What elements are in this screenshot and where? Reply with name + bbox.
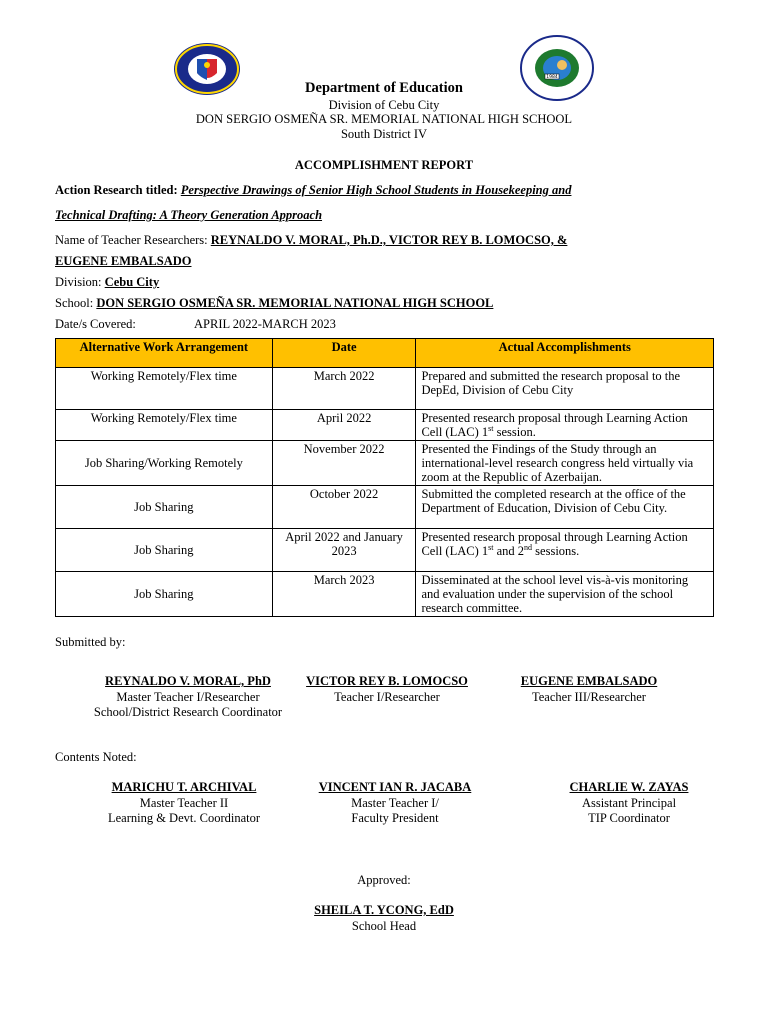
- signatory-role: Master Teacher I/Researcher: [116, 689, 260, 704]
- signatory-role-2: Faculty President: [351, 811, 439, 825]
- school-field: [55, 296, 493, 311]
- school-value: DON SERGIO OSMEÑA SR. MEMORIAL NATIONAL HIGH SCHOOL: [96, 296, 494, 310]
- accomplishment-cell: Presented research proposal through Learning Action Cell (LAC) 1st and 2nd sessions.: [416, 529, 714, 572]
- signatory-role: Teacher I/Researcher: [334, 689, 440, 704]
- accomplishment-cell: Disseminated at the school level vis-à-vis monitoring and evaluation under the supervision of the school research committee.: [416, 572, 714, 617]
- department-heading: Department of Education: [305, 80, 463, 96]
- arrangement-cell: Job Sharing: [56, 529, 273, 572]
- signatory-role-2: Learning & Devt. Coordinator: [107, 811, 261, 825]
- table-row: [56, 572, 714, 617]
- signatory-role-2: TIP Coordinator: [588, 811, 670, 825]
- researchers-names-2: EUGENE EMBALSADO: [55, 254, 192, 268]
- signatory-block: [295, 780, 495, 827]
- approver-name: SHEILA T. YCONG, EdD: [314, 903, 454, 917]
- accomplishment-cell: Submitted the completed research at the office of the Department of Education, Division of Cebu City.: [416, 486, 714, 529]
- research-title-part-2: Technical Drafting: A Theory Generation Approach: [55, 208, 323, 222]
- column-header: Date: [272, 339, 416, 368]
- date-cell: April 2022 and January 2023: [272, 529, 416, 572]
- division-field: [55, 275, 159, 290]
- researchers-names-1: REYNALDO V. MORAL, Ph.D., VICTOR REY B. LOMOCSO, &: [210, 233, 568, 247]
- column-header: Alternative Work Arrangement: [56, 339, 273, 368]
- signatory-role: Assistant Principal: [581, 795, 677, 810]
- signatory-block: [529, 780, 729, 827]
- signatory-block: [84, 780, 284, 827]
- researchers-label: Name of Teacher Researchers:: [55, 233, 208, 247]
- date-cell: March 2022: [272, 368, 416, 410]
- arrangement-cell: Job Sharing/Working Remotely: [56, 441, 273, 486]
- research-title-part-1: Perspective Drawings of Senior High School Students in Housekeeping and: [180, 183, 572, 197]
- report-title: ACCOMPLISHMENT REPORT: [294, 158, 474, 172]
- signatory-name: MARICHU T. ARCHIVAL: [111, 780, 257, 794]
- arrangement-cell: Working Remotely/Flex time: [56, 368, 273, 410]
- date-cell: November 2022: [272, 441, 416, 486]
- table-row: [56, 486, 714, 529]
- signatory-block: [499, 674, 679, 705]
- approver-block: [234, 903, 534, 934]
- column-header: Actual Accomplishments: [416, 339, 714, 368]
- research-title-line-2: [55, 208, 322, 223]
- signatory-block: [88, 674, 288, 721]
- signatory-name: REYNALDO V. MORAL, PhD: [105, 674, 271, 688]
- signatory-role: Master Teacher II: [139, 795, 229, 810]
- signatory-role-2: School/District Research Coordinator: [93, 705, 283, 719]
- accomplishment-cell: Presented research proposal through Learning Action Cell (LAC) 1st session.: [416, 410, 714, 441]
- research-title-line-1: [55, 183, 571, 198]
- approver-role: School Head: [351, 918, 417, 933]
- signatory-name: CHARLIE W. ZAYAS: [569, 780, 689, 794]
- district-line: South District IV: [340, 127, 428, 141]
- signatory-role: Teacher III/Researcher: [532, 689, 646, 704]
- school-line: DON SERGIO OSMEÑA SR. MEMORIAL NATIONAL HIGH SCHOOL: [195, 112, 573, 126]
- svg-text:1984: 1984: [546, 75, 558, 80]
- accomplishment-table: [55, 338, 714, 617]
- division-line: Division of Cebu City: [328, 98, 440, 112]
- approved-label: Approved:: [357, 873, 411, 887]
- table-header-row: [56, 339, 714, 368]
- researchers-line-1: [55, 233, 567, 248]
- table-row: [56, 368, 714, 410]
- accomplishment-cell: Presented the Findings of the Study through an international-level research congress held virtually via zoom at the Republic of Azerbaijan.: [416, 441, 714, 486]
- research-label: Action Research titled:: [55, 183, 178, 197]
- signatory-name: EUGENE EMBALSADO: [520, 674, 658, 688]
- arrangement-cell: Working Remotely/Flex time: [56, 410, 273, 441]
- signatory-name: VICTOR REY B. LOMOCSO: [306, 674, 468, 688]
- arrangement-cell: Job Sharing: [56, 486, 273, 529]
- submitted-label: Submitted by:: [55, 635, 126, 649]
- date-cell: April 2022: [272, 410, 416, 441]
- signatory-block: [293, 674, 481, 705]
- date-cell: March 2023: [272, 572, 416, 617]
- noted-label: Contents Noted:: [55, 750, 137, 764]
- arrangement-cell: Job Sharing: [56, 572, 273, 617]
- signatory-role: Master Teacher I/: [351, 795, 439, 810]
- table-row: [56, 441, 714, 486]
- accomplishment-cell: Prepared and submitted the research proposal to the DepEd, Division of Cebu City: [416, 368, 714, 410]
- division-label: Division:: [55, 275, 102, 289]
- table-row: [56, 410, 714, 441]
- dates-label: Date/s Covered:: [55, 317, 136, 331]
- signatory-name: VINCENT IAN R. JACABA: [318, 780, 472, 794]
- school-label: School:: [55, 296, 94, 310]
- dates-value: APRIL 2022-MARCH 2023: [194, 317, 336, 331]
- table-row: [56, 529, 714, 572]
- date-cell: October 2022: [272, 486, 416, 529]
- division-value: Cebu City: [104, 275, 160, 289]
